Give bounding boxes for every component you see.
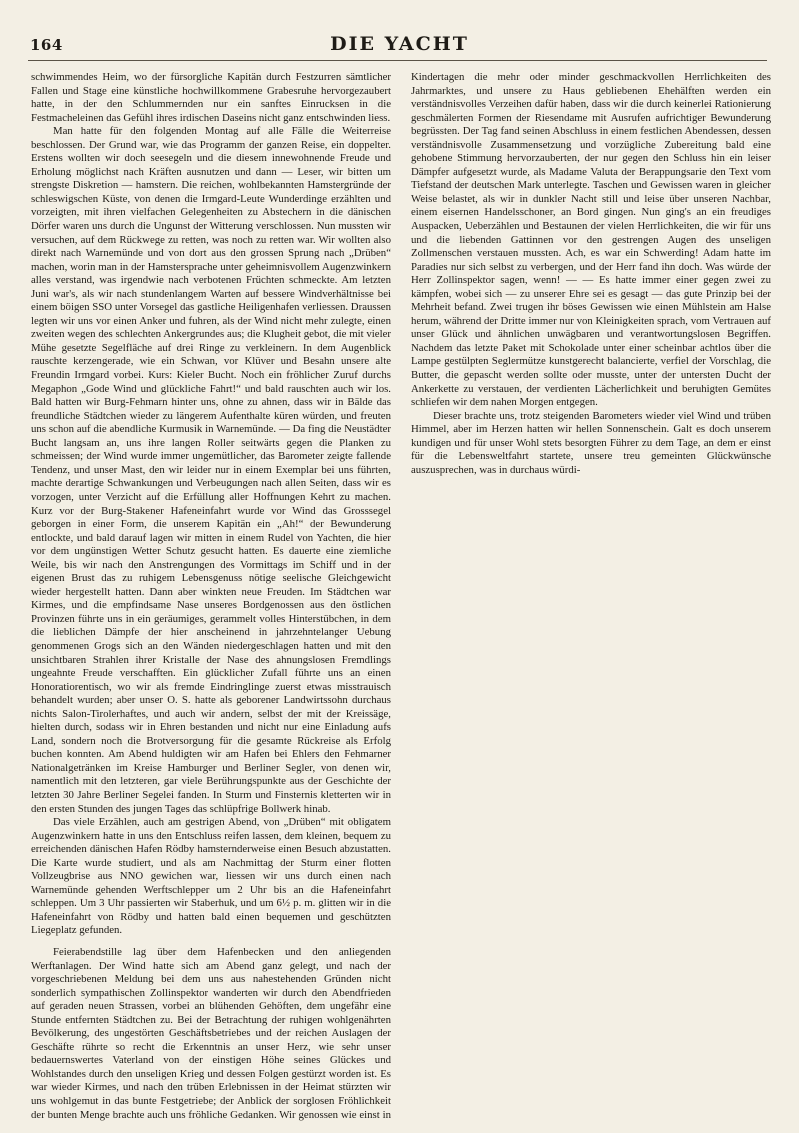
article-body: [31, 71, 771, 1125]
header-rule: [28, 60, 767, 61]
paragraph: Man hatte für den folgenden Montag auf alle Fälle die Weiterreise beschlossen. Der Grund war, wie das Programm der ganzen Reise, ein doppelter. Erstens wollten wir doch seesegeln und die diesem innewohnende Freude und Erholung möglichst nach Kräften ausnutzen und dann — Leser, wir bitten um strengste Diskretion — hamstern. Die reichen, wohlbekannten Hamstergründe der schleswigschen Küste, von denen die Irmgard-Leute Wunderdinge erzählten und vorzeigten, mit ihren vielfachen Gelegenheiten zu Abstechern in die dänischen Dörfer waren uns durch die Ungunst der Witterung verschlossen. Nun mussten wir versuchen, auf dem Rückwege zu retten, was noch zu retten war. Wir wollten also direkt nach Warnemünde und von dort aus den grossen Sprung nach „Drüben“ machen, worin man in der Hamstersprache unter geheimnisvollem Augenzwinkern alles verstand, was irgendwie nach verbotenen Früchten schmeckte. Am letzten Juni war's, als wir nach stundenlangem Warten auf bessere Windverhältnisse bei einem böigen SSO unter Vorsegel das gastliche Heiligenhafen verliessen. Draussen legten wir uns vor einen Anker und fuhren, als der Wind nicht mehr zulegte, einen zweiten wegen des schlechten Ankergrundes aus; die Klugheit gebot, die mit vieler Mühe gesetzte Segelfläche auf drei Ringe zu verkleinern. In dem Augenblick rauschte kerzengerade, wie ein Schwan, vor Klüver und Besahn unsere alte Freundin Irmgard vorbei. Kurs: Kieler Bucht. Noch ein fröhlicher Zuruf durchs Megaphon „Gode Wind und glückliche Fahrt!“ und bald rauschten auch wir los. Bald hatten wir Burg-Fehmarn hinter uns, ohne zu ahnen, dass wir in Bälde das freundliche Städtchen wieder zu längerem Aufenthalte küren würden, und freuten uns schon auf die abendliche Kurmusik in Warnemünde. — Da fing die Neustädter Bucht langsam an, uns ihre langen Roller seitwärts gegen die Planken zu schmeissen; der Wind wurde immer ungemütlicher, das Barometer zeigte fallende Tendenz, und unser Mast, den wir leider nur in einem Exemplar bei uns führten, machte derartige Schwankungen und Verbeugungen nach allen Seiten, dass wir es vorzogen, unter Verzicht auf die Erfüllung aller Hoffnungen Kehrt zu machen. Kurz vor der Burg-Stakener Hafeneinfahrt wurde vor Wind das Grosssegel geborgen in einer Form, die unserem Kapitän ein „Ah!“ der Bewunderung entlockte, und bald darauf lagen wir mitten in einem Rudel von Yachten, die hier vor dem ungünstigen Wetter Schutz gesucht hatten. Es dauerte eine ziemliche Weile, bis wir nach den Anstrengungen des Vormittags im Schiff und in der eigenen Brust das zu ruhigem Lebensgenuss nötige seelische Gleichgewicht wieder hergestellt hatten. Dann aber winkten neue Freuden. Im Städtchen war Kirmes, und die empfindsame Nase unseres Bordgenossen aus den östlichen Provinzen führte uns in ein geräumiges, gerammelt volles Hinterstübchen, in dem die lieblichen Dämpfe der hier anscheinend in jahrzehntelanger Uebung genommenen Grogs sich an den Wänden niedergeschlagen hatten und mit den unsichtbaren Strahlen ihrer Kristalle der Nase des ahnungslosen Fremdlings ungeahnte Freude verschafften. Ein glücklicher Zufall führte uns an einen Honoratiorentisch, wo wir als fremde Eindringlinge zuerst etwas misstrauisch behandelt wurden; aber unser O. S. hatte als geborener Landwirtssohn durchaus nichts Salon-Tirolerhaftes, und auch wir andern, selbst der mit der Kreissäge, hielten durch, sodass wir in Ehren bestanden und nicht nur eine Einladung aufs Land, sondern noch die Brotversorgung für die gesamte Rückreise als Erfolg buchen konnten. Am Abend huldigten wir am Hafen bei Ehlers den Fehmarner Nationalgetränken im Kreise Hamburger und Berliner Segler, von denen wir, namentlich mit den letzteren, gar viele Berührungspunkte aus der Geschichte der letzten 30 Jahre Berliner Segelei fanden. In Sturm und Finsternis kletterten wir in den ersten Stunden des jungen Tages das schlüpfrige Bollwerk hinab.: [31, 125, 391, 815]
paragraph: Feierabendstille lag über dem Hafenbecken und den anliegenden Werftanlagen. Der Wind hatte sich am Abend ganz gelegt, und nach der vorgeschriebenen Meldung bei dem uns aus nahestehenden Gründen nicht sonderlich sympathischen Zollinspektor wanderten wir durch den Abendfrieden auf geraden neuen Strassen, vorbei an blühenden Gehöften, dem ungefähr eine Stunde entfernten Städtchen zu. Bei der Betrachtung der ruhigen wohlgenährten Bevölkerung, des ungestörten Geschäftsbetriebes und der reichen Auslagen der Geschäfte rührte so recht die Erkenntnis an unser Herz, wie sehr unser bedauernswertes Vaterland von der einstigen Höhe seines Glückes und Wohlstandes durch den unseligen Krieg und dessen Folgen gestürzt worden ist. Es war wieder Kirmes, und nach den trüben Erlebnissen in der Heimat stürzten wir uns wohlgemut in das bunte Festgetriebe; der Anblick der sorglosen Fröhlichkeit der bunten Menge brachte auch uns fröhliche Gedanken. Wir genossen wie einst in Kindertagen die mehr oder minder geschmackvollen Herrlichkeiten des Jahrmarktes, und unsere zu Haus gebliebenen Ehehälften werden ein verständnisvolles Verzeihen dafür haben, dass wir die durch keinerlei Rationierung geschmälerten Formen der Riesendame mit Ausrufen aufrichtiger Bewunderung begrüssten. Der Tag fand seinen Abschluss in einem festlichen Abendessen, dessen verständnisvolle Zusammensetzung und vorzügliche Zubereitung bald eine gehobene Stimmung hervorzauberten, der nur gegen den Schluss hin ein leiser Dämpfer aufgesetzt wurde, als Madame Valuta der Berappungsarie den Text vom Tiefstand der deutschen Mark unterlegte. Taschen und Gewissen waren in gleicher Weise belastet, als wir in dunkler Nacht still und leise über unseren Nachbar, einem eisernen Handelsschoner, an Bord gingen. Nun ging's an ein freudiges Auspacken, Ueberzählen und Bestaunen der vielen Herrlichkeiten, die wir für uns und die liebenden Gattinnen vor den gestrengen Augen des unseligen Zollmenschen verstauen mussten. Ach, es war ein Schwerding! Adam hatte im Paradies nur sich selbst zu verbergen, und der Herr fand ihn doch. Was würde der Herr Zollinspektor sagen, wenn! — — Es hatte immer einer gegen zwei zu kämpfen, wobei sich — zu unserer Ehre sei es gesagt — das gute Prinzip bei der Mehrheit befand. Zwei trugen ihr böses Gewissen wie einen Mühlstein am Halse herum, während der Dritte immer nur von Kleinigkeiten sprach, vom Vertrauen auf unser Glück und ähnlichen unwägbaren und verantwortungslosen Begriffen. Nachdem das letzte Paket mit Schokolade unter einer scheinbar achtlos über die Lampe gestülpten Seglermütze kunstgerecht balancierte, verfiel der Vorschlag, die Butter, die gepascht werden sollte oder musste, unter der untersten Ducht der Ankerkette zu verstauen, der verdienten Lächerlichkeit und beruhigten Gemütes schliefen wir dem nahen Morgen entgegen.: [31, 71, 771, 1121]
paragraph: schwimmendes Heim, wo der fürsorgliche Kapitän durch Festzurren sämtlicher Fallen und Stage eine künstliche hochwillkommene Grabesruhe hervorgezaubert hatte, in der den Schlummernden nur ein sanftes Einrucksen in die Festmacheleinen das Gefühl ihres irdischen Daseins nicht ganz entschwinden liess.: [31, 71, 391, 124]
running-title: DIE YACHT: [330, 33, 469, 55]
page-number: 164: [30, 36, 63, 54]
paragraph: Das viele Erzählen, auch am gestrigen Abend, von „Drüben“ mit obligatem Augenzwinkern hatte in uns den Entschluss reifen lassen, dem kleinen, bequem zu erreichenden dänischen Hafen Rödby hamsternderweise einen Besuch abzustatten. Die Karte wurde studiert, und als am Nachmittag der Sturm einer flotten Vollzeugbrise aus NNO gewichen war, liessen wir uns durch einen nach Warnemünde gehenden Werftschlepper um 2 Uhr bis an die Hafeneinfahrt schleppen. Um 3 Uhr passierten wir Staberhuk, und um 6½ p. m. glitten wir in die Hafeneinfahrt von Rödby und hatten bald einen bequemen und geschützten Liegeplatz gefunden.: [31, 816, 391, 937]
paragraph: Dieser brachte uns, trotz steigenden Barometers wieder viel Wind und trüben Himmel, aber im Herzen hatten wir hellen Sonnenschein. Galt es doch unserem kundigen und für unser Wohl stets besorgten Führer zu dem Tage, an dem er einst für die Lebensweltfahrt startete, unsere treu gemeinten Glückwünsche auszusprechen, was in durchaus würdi-: [411, 409, 771, 476]
